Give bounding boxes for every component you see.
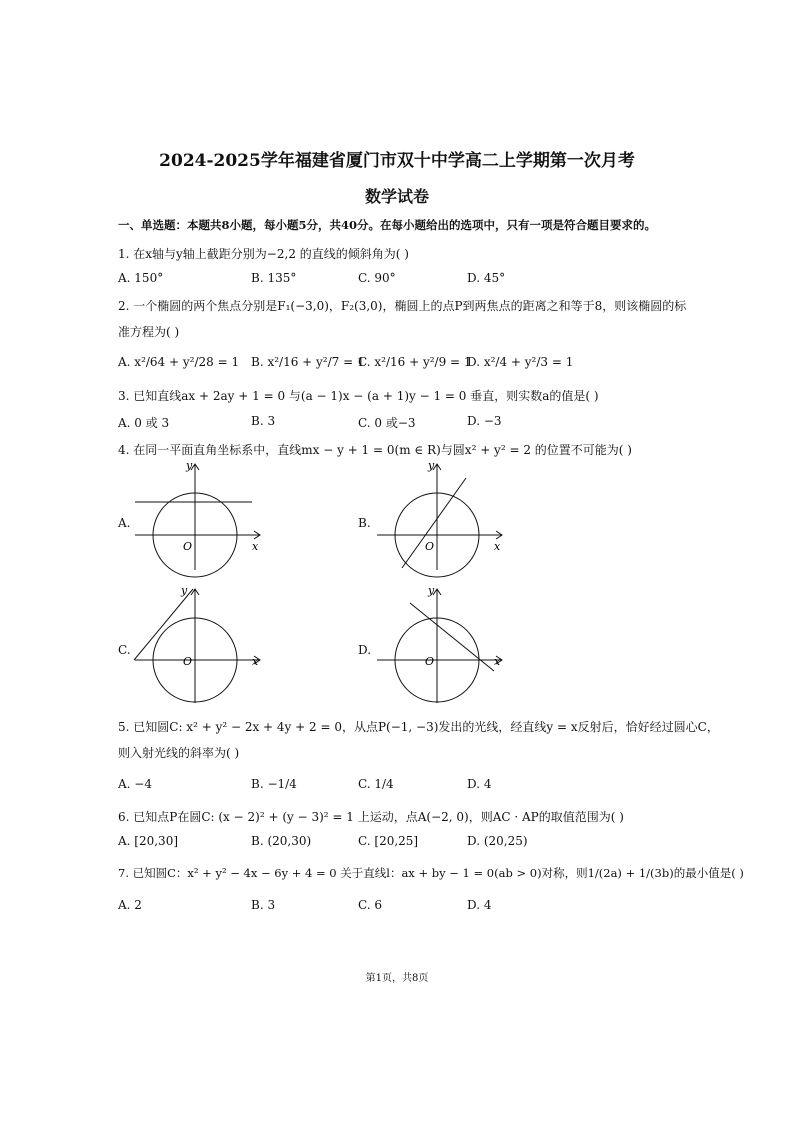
question-7-text: 7. 已知圆C：x² + y² − 4x − 6y + 4 = 0 关于直线l：ax + by − 1 = 0(ab > 0)对称，则1/(2a) + 1/(3b)的最小值是( ): [118, 866, 744, 880]
origin-label: O: [425, 540, 435, 553]
question-3-text: 3. 已知直线ax + 2ay + 1 = 0 与(a − 1)x − (a + 1)y − 1 = 0 垂直，则实数a的值是( ): [118, 389, 599, 403]
q7-option-b: B. 3: [251, 898, 276, 912]
q5-option-b: B. −1/4: [251, 777, 297, 791]
q7-option-a: A. 2: [118, 898, 142, 912]
exam-subtitle: 数学试卷: [364, 187, 429, 206]
q3-option-b: B. 3: [251, 414, 276, 428]
question-5-text-cont: 则入射光线的斜率为( ): [118, 746, 240, 760]
figure-a: [130, 458, 270, 578]
q3-option-d: D. −3: [467, 414, 502, 428]
line: [402, 478, 466, 568]
q2-option-b: B. x²/16 + y²/7 = 1: [251, 355, 365, 369]
q6-option-a: A. [20,30]: [118, 834, 179, 848]
figure-b: [372, 458, 512, 578]
x-label: x: [252, 655, 259, 668]
origin-label: O: [425, 655, 435, 668]
q7-option-c: C. 6: [358, 898, 383, 912]
q2-option-d: D. x²/4 + y²/3 = 1: [467, 355, 574, 369]
page-footer: 第1页，共8页: [365, 973, 429, 984]
q3-option-c: C. 0 或−3: [358, 416, 416, 430]
x-label: x: [252, 540, 259, 553]
q3-option-a: A. 0 或 3: [118, 416, 170, 430]
q6-option-c: C. [20,25]: [358, 834, 419, 848]
question-4-text: 4. 在同一平面直角坐标系中，直线mx − y + 1 = 0(m ∈ R)与圆x² + y² = 2 的位置不可能为( ): [118, 443, 632, 457]
q5-option-d: D. 4: [467, 777, 492, 791]
q4-option-c: C.: [118, 643, 131, 657]
q5-option-c: C. 1/4: [358, 777, 394, 791]
y-label: y: [428, 459, 435, 472]
origin-label: O: [183, 540, 193, 553]
question-2-text-cont: 准方程为( ): [118, 325, 180, 339]
q1-option-c: C. 90°: [358, 271, 396, 285]
figure-d: [372, 583, 512, 708]
x-label: x: [494, 540, 501, 553]
y-label: y: [181, 584, 188, 597]
q6-option-d: D. (20,25): [467, 834, 528, 848]
question-5-text: 5. 已知圆C: x² + y² − 2x + 4y + 2 = 0，从点P(−1, −3)发出的光线，经直线y = x反射后，恰好经过圆心C，: [118, 720, 719, 734]
y-label: y: [186, 459, 193, 472]
q2-option-a: A. x²/64 + y²/28 = 1: [118, 355, 240, 369]
question-6-text: 6. 已知点P在圆C: (x − 2)² + (y − 3)² = 1 上运动，点A(−2, 0)，则AC · AP的取值范围为( ): [118, 810, 624, 824]
q4-option-b: B.: [358, 516, 371, 530]
q2-option-c: C. x²/16 + y²/9 = 1: [358, 355, 472, 369]
x-label: x: [494, 655, 501, 668]
figure-c: [130, 583, 270, 708]
q4-option-a: A.: [118, 516, 131, 530]
q5-option-a: A. −4: [118, 777, 152, 791]
y-label: y: [428, 584, 435, 597]
line: [410, 603, 494, 671]
q1-option-d: D. 45°: [467, 271, 506, 285]
q4-option-d: D.: [358, 643, 372, 657]
q6-option-b: B. (20,30): [251, 834, 312, 848]
section-heading: 一、单选题：本题共8小题，每小题5分，共40分。在每小题给出的选项中，只有一项是符合题目要求的。: [118, 218, 657, 232]
question-2-text: 2. 一个椭圆的两个焦点分别是F₁(−3,0)，F₂(3,0)，椭圆上的点P到两焦点的距离之和等于8，则该椭圆的标: [118, 299, 687, 313]
line: [134, 589, 193, 660]
q1-option-a: A. 150°: [118, 271, 164, 285]
question-1-text: 1. 在x轴与y轴上截距分别为−2,2 的直线的倾斜角为( ): [118, 247, 409, 261]
q7-option-d: D. 4: [467, 898, 492, 912]
q1-option-b: B. 135°: [251, 271, 297, 285]
origin-label: O: [183, 655, 193, 668]
exam-title: 2024-2025学年福建省厦门市双十中学高二上学期第一次月考: [159, 151, 635, 171]
